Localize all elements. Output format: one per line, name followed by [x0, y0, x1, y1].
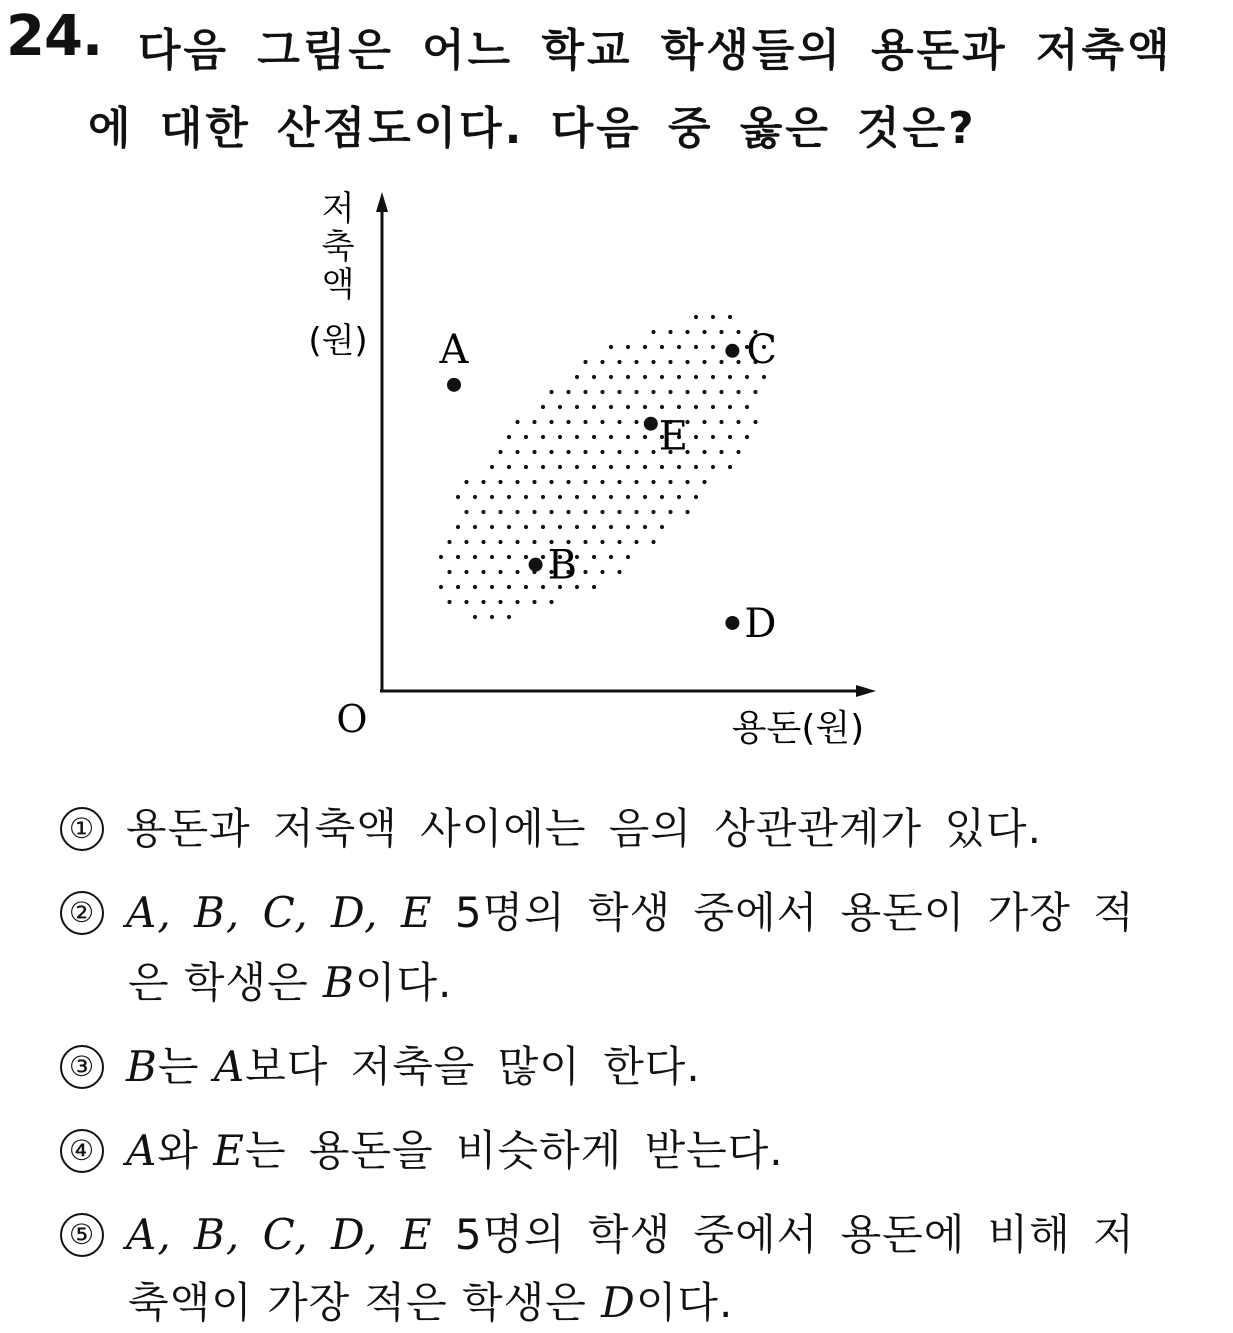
- cluster-dot-159: [464, 510, 468, 514]
- choice-2-cont-a: 은 학생은: [128, 958, 323, 1007]
- cluster-dot-32: [592, 375, 596, 379]
- choice-5[interactable]: [60, 1202, 1135, 1262]
- cluster-dot-127: [711, 465, 715, 469]
- cluster-dot-95: [694, 435, 698, 439]
- choice-marker-1: ①: [60, 807, 104, 851]
- question-text-line1: 다음 그림은 어느 학교 학생들의 용돈과 저축액: [138, 25, 1173, 76]
- choice-3[interactable]: [60, 1034, 701, 1094]
- cluster-dot-197: [634, 540, 638, 544]
- cluster-dot-75: [617, 420, 621, 424]
- cluster-dot-200: [456, 555, 460, 559]
- cluster-dot-86: [541, 435, 545, 439]
- y-label-3: 액: [321, 265, 355, 305]
- cluster-dot-183: [626, 525, 630, 529]
- cluster-dot-134: [549, 480, 553, 484]
- cluster-dot-71: [549, 420, 553, 424]
- cluster-dot-98: [745, 435, 749, 439]
- cluster-dot-233: [464, 600, 468, 604]
- cluster-dot-90: [609, 435, 613, 439]
- cluster-dot-85: [524, 435, 528, 439]
- cluster-dot-194: [583, 540, 587, 544]
- cluster-dot-222: [439, 585, 443, 589]
- cluster-dot-120: [592, 465, 596, 469]
- cluster-dot-26: [685, 360, 689, 364]
- cluster-dot-113: [736, 450, 740, 454]
- cluster-dot-28: [719, 360, 723, 364]
- cluster-dot-226: [507, 585, 511, 589]
- cluster-dot-190: [515, 540, 519, 544]
- cluster-dot-168: [617, 510, 621, 514]
- cluster-dot-241: [507, 615, 511, 619]
- cluster-dot-51: [685, 390, 689, 394]
- cluster-dot-219: [583, 570, 587, 574]
- cluster-dot-68: [745, 405, 749, 409]
- cluster-dot-143: [702, 480, 706, 484]
- cluster-dot-198: [651, 540, 655, 544]
- cluster-dot-16: [711, 345, 715, 349]
- cluster-dot-191: [532, 540, 536, 544]
- cluster-dot-227: [524, 585, 528, 589]
- choice-1[interactable]: [60, 796, 1042, 856]
- cluster-dot-119: [575, 465, 579, 469]
- cluster-dot-31: [575, 375, 579, 379]
- question-number: 24.: [6, 4, 103, 69]
- cluster-dot-4: [668, 330, 672, 334]
- cluster-dot-69: [515, 420, 519, 424]
- cluster-dot-105: [600, 450, 604, 454]
- cluster-dot-213: [481, 570, 485, 574]
- choice-5-cont-a: 축액이 가장 적은 학생은: [128, 1278, 602, 1327]
- cluster-dot-59: [592, 405, 596, 409]
- cluster-dot-74: [600, 420, 604, 424]
- cluster-dot-203: [507, 555, 511, 559]
- cluster-dot-111: [702, 450, 706, 454]
- cluster-dot-156: [660, 495, 664, 499]
- cluster-dot-12: [643, 345, 647, 349]
- cluster-dot-37: [677, 375, 681, 379]
- cluster-dot-108: [651, 450, 655, 454]
- cluster-dot-57: [558, 405, 562, 409]
- cluster-dot-163: [532, 510, 536, 514]
- cluster-dot-91: [626, 435, 630, 439]
- cluster-dot-60: [609, 405, 613, 409]
- choice-2-cont-b: B: [323, 958, 355, 1007]
- y-label-2: 축: [321, 227, 355, 267]
- cluster-dot-11: [626, 345, 630, 349]
- cluster-dot-104: [583, 450, 587, 454]
- cluster-dot-33: [609, 375, 613, 379]
- cluster-dot-138: [617, 480, 621, 484]
- cluster-dot-199: [439, 555, 443, 559]
- cluster-dot-158: [694, 495, 698, 499]
- cluster-dot-70: [532, 420, 536, 424]
- point-c: [725, 344, 739, 358]
- cluster-dot-210: [626, 555, 630, 559]
- cluster-dot-146: [490, 495, 494, 499]
- y-axis-arrow: [376, 192, 388, 212]
- choice-1-text: 용돈과 저축액 사이에는 음의 상관관계가 있다.: [126, 804, 1042, 853]
- cluster-dot-48: [634, 390, 638, 394]
- cluster-dot-121: [609, 465, 613, 469]
- cluster-dot-211: [447, 570, 451, 574]
- choice-5-cont-c: 이다.: [635, 1278, 734, 1327]
- choice-3-c: A: [213, 1042, 246, 1091]
- cluster-dot-65: [694, 405, 698, 409]
- cluster-dot-181: [592, 525, 596, 529]
- cluster-dot-56: [541, 405, 545, 409]
- cluster-dot-125: [677, 465, 681, 469]
- cluster-dot-221: [617, 570, 621, 574]
- cluster-dot-40: [728, 375, 732, 379]
- cluster-dot-237: [532, 600, 536, 604]
- cluster-dot-84: [507, 435, 511, 439]
- cluster-dot-170: [651, 510, 655, 514]
- choice-marker-2: ②: [60, 891, 104, 935]
- cluster-dot-49: [651, 390, 655, 394]
- choice-4[interactable]: [60, 1118, 784, 1178]
- cluster-dot-204: [524, 555, 528, 559]
- point-label-b: B: [547, 542, 578, 589]
- cluster-dot-175: [490, 525, 494, 529]
- choice-marker-5: ⑤: [60, 1213, 104, 1257]
- choice-4-b: 와: [157, 1126, 214, 1175]
- cluster-dot-141: [668, 480, 672, 484]
- cluster-dot-150: [558, 495, 562, 499]
- cluster-dot-99: [498, 450, 502, 454]
- cluster-dot-54: [736, 390, 740, 394]
- cluster-dot-43: [549, 390, 553, 394]
- question-text-line2: 에 대한 산점도이다. 다음 중 옳은 것은?: [88, 103, 977, 154]
- cluster-dot-208: [592, 555, 596, 559]
- cluster-dot-45: [583, 390, 587, 394]
- cluster-dot-155: [643, 495, 647, 499]
- cluster-dot-103: [566, 450, 570, 454]
- point-a: [447, 378, 461, 392]
- cluster-dot-83: [753, 420, 757, 424]
- cluster-dot-186: [447, 540, 451, 544]
- cluster-dot-124: [660, 465, 664, 469]
- cluster-dot-36: [660, 375, 664, 379]
- cluster-dot-130: [481, 480, 485, 484]
- cluster-dot-223: [456, 585, 460, 589]
- cluster-dot-140: [651, 480, 655, 484]
- cluster-dot-53: [719, 390, 723, 394]
- cluster-dot-73: [583, 420, 587, 424]
- cluster-dot-66: [711, 405, 715, 409]
- cluster-dot-87: [558, 435, 562, 439]
- cluster-dot-151: [575, 495, 579, 499]
- cluster-dot-166: [583, 510, 587, 514]
- cluster-dot-100: [515, 450, 519, 454]
- cluster-dot-239: [473, 615, 477, 619]
- cluster-dot-72: [566, 420, 570, 424]
- cluster-dot-187: [464, 540, 468, 544]
- cluster-dot-131: [498, 480, 502, 484]
- cluster-dot-63: [660, 405, 664, 409]
- choice-5-text: 5명의 학생 중에서 용돈에 비해 저: [432, 1210, 1135, 1259]
- cluster-dot-22: [617, 360, 621, 364]
- point-b: [529, 558, 543, 572]
- cluster-dot-20: [583, 360, 587, 364]
- cluster-dot-214: [498, 570, 502, 574]
- cluster-dot-178: [541, 525, 545, 529]
- cluster-dot-149: [541, 495, 545, 499]
- cluster-dot-172: [685, 510, 689, 514]
- cluster-dot-147: [507, 495, 511, 499]
- choice-marker-4: ④: [60, 1129, 104, 1173]
- cluster-dot-145: [473, 495, 477, 499]
- cluster-dot-92: [643, 435, 647, 439]
- cluster-dot-81: [719, 420, 723, 424]
- cluster-dot-240: [490, 615, 494, 619]
- cluster-dot-13: [660, 345, 664, 349]
- cluster-dot-122: [626, 465, 630, 469]
- choice-2[interactable]: [60, 880, 1135, 940]
- cluster-dot-171: [668, 510, 672, 514]
- cluster-dot-160: [481, 510, 485, 514]
- cluster-dot-182: [609, 525, 613, 529]
- cluster-dot-118: [558, 465, 562, 469]
- cluster-dot-21: [600, 360, 604, 364]
- point-label-d: D: [744, 600, 777, 647]
- cluster-dot-126: [694, 465, 698, 469]
- cluster-dot-209: [609, 555, 613, 559]
- cluster-dot-167: [600, 510, 604, 514]
- cluster-dot-38: [694, 375, 698, 379]
- choice-4-a: A: [126, 1126, 158, 1175]
- cluster-dot-88: [575, 435, 579, 439]
- cluster-dot-196: [617, 540, 621, 544]
- cluster-dot-44: [566, 390, 570, 394]
- cluster-dot-1: [711, 315, 715, 319]
- cluster-dot-50: [668, 390, 672, 394]
- cluster-dot-142: [685, 480, 689, 484]
- cluster-dot-185: [660, 525, 664, 529]
- choice-4-c: E: [213, 1126, 245, 1175]
- choice-5-cont-b: D: [601, 1278, 636, 1327]
- cluster-dot-2: [728, 315, 732, 319]
- cluster-dot-46: [600, 390, 604, 394]
- point-label-a: A: [439, 326, 469, 373]
- x-label: 용돈(원): [731, 708, 865, 749]
- cluster-dot-139: [634, 480, 638, 484]
- cluster-dot-176: [507, 525, 511, 529]
- cluster-dot-238: [549, 600, 553, 604]
- cluster-dot-47: [617, 390, 621, 394]
- cluster-dot-3: [651, 330, 655, 334]
- cluster-dot-115: [507, 465, 511, 469]
- cluster-dot-61: [626, 405, 630, 409]
- choice-2-continued: [128, 950, 452, 1010]
- cluster-dot-116: [524, 465, 528, 469]
- cluster-dot-234: [481, 600, 485, 604]
- cluster-dot-137: [600, 480, 604, 484]
- cluster-dot-228: [541, 585, 545, 589]
- cluster-dot-148: [524, 495, 528, 499]
- cluster-dot-136: [583, 480, 587, 484]
- cluster-dot-165: [566, 510, 570, 514]
- choice-3-b: 는: [157, 1042, 214, 1091]
- cluster-dot-225: [490, 585, 494, 589]
- cluster-dot-82: [736, 420, 740, 424]
- cluster-dot-0: [694, 315, 698, 319]
- point-label-c: C: [746, 326, 778, 373]
- cluster-dot-215: [515, 570, 519, 574]
- cluster-dot-133: [532, 480, 536, 484]
- cluster-dot-67: [728, 405, 732, 409]
- cluster-dot-41: [745, 375, 749, 379]
- cluster-dot-6: [702, 330, 706, 334]
- cluster-dot-161: [498, 510, 502, 514]
- cluster-dot-107: [634, 450, 638, 454]
- cluster-dot-35: [643, 375, 647, 379]
- cluster-dot-132: [515, 480, 519, 484]
- cluster-dot-80: [702, 420, 706, 424]
- point-d: [725, 616, 739, 630]
- cluster-dot-157: [677, 495, 681, 499]
- cluster-dot-202: [490, 555, 494, 559]
- cluster-dot-106: [617, 450, 621, 454]
- cluster-dot-128: [728, 465, 732, 469]
- cluster-dot-188: [481, 540, 485, 544]
- cluster-dot-97: [728, 435, 732, 439]
- cluster-dot-34: [626, 375, 630, 379]
- cluster-dot-164: [549, 510, 553, 514]
- cluster-dot-144: [456, 495, 460, 499]
- cluster-dot-10: [609, 345, 613, 349]
- choice-5-continued: [128, 1270, 733, 1330]
- cluster-dot-42: [762, 375, 766, 379]
- cluster-dot-129: [464, 480, 468, 484]
- cluster-dot-112: [719, 450, 723, 454]
- y-label-1: 저: [321, 189, 355, 229]
- cluster-dot-101: [532, 450, 536, 454]
- cluster-dot-7: [719, 330, 723, 334]
- choice-2-cont-c: 이다.: [354, 958, 453, 1007]
- cluster-dot-96: [711, 435, 715, 439]
- choice-2-letters: A, B, C, D, E: [126, 888, 433, 937]
- cluster-dot-189: [498, 540, 502, 544]
- cluster-dot-235: [498, 600, 502, 604]
- cluster-dot-15: [694, 345, 698, 349]
- cluster-dot-236: [515, 600, 519, 604]
- cluster-dot-152: [592, 495, 596, 499]
- cluster-dot-64: [677, 405, 681, 409]
- cluster-dot-154: [626, 495, 630, 499]
- choice-4-d: 는 용돈을 비슷하게 받는다.: [244, 1126, 784, 1175]
- cluster-dot-184: [643, 525, 647, 529]
- cluster-dot-201: [473, 555, 477, 559]
- cluster-dot-123: [643, 465, 647, 469]
- cluster-dot-14: [677, 345, 681, 349]
- cluster-dot-25: [668, 360, 672, 364]
- cluster-dot-8: [736, 330, 740, 334]
- cluster-dot-23: [634, 360, 638, 364]
- cluster-dot-212: [464, 570, 468, 574]
- choice-3-d: 보다 저축을 많이 한다.: [245, 1042, 701, 1091]
- cluster-dot-174: [473, 525, 477, 529]
- x-axis-arrow: [856, 685, 876, 697]
- cluster-dot-27: [702, 360, 706, 364]
- scatter-cluster: [439, 315, 766, 619]
- cluster-dot-153: [609, 495, 613, 499]
- cluster-dot-55: [753, 390, 757, 394]
- cluster-dot-58: [575, 405, 579, 409]
- cluster-dot-232: [447, 600, 451, 604]
- cluster-dot-76: [634, 420, 638, 424]
- cluster-dot-179: [558, 525, 562, 529]
- y-label-4: (원): [308, 321, 368, 361]
- cluster-dot-205: [541, 555, 545, 559]
- cluster-dot-162: [515, 510, 519, 514]
- cluster-dot-117: [541, 465, 545, 469]
- cluster-dot-62: [643, 405, 647, 409]
- cluster-dot-173: [456, 525, 460, 529]
- cluster-dot-24: [651, 360, 655, 364]
- cluster-dot-135: [566, 480, 570, 484]
- choice-5-letters: A, B, C, D, E: [126, 1210, 433, 1259]
- cluster-dot-5: [685, 330, 689, 334]
- point-label-e: E: [658, 413, 689, 460]
- cluster-dot-39: [711, 375, 715, 379]
- labeled-points: [439, 327, 777, 647]
- choice-marker-3: ③: [60, 1045, 104, 1089]
- cluster-dot-29: [736, 360, 740, 364]
- cluster-dot-102: [549, 450, 553, 454]
- cluster-dot-89: [592, 435, 596, 439]
- origin-label: O: [336, 697, 368, 741]
- cluster-dot-220: [600, 570, 604, 574]
- cluster-dot-177: [524, 525, 528, 529]
- cluster-dot-231: [592, 585, 596, 589]
- cluster-dot-224: [473, 585, 477, 589]
- cluster-dot-114: [490, 465, 494, 469]
- cluster-dot-180: [575, 525, 579, 529]
- choice-2-text: 5명의 학생 중에서 용돈이 가장 적: [432, 888, 1135, 937]
- cluster-dot-195: [600, 540, 604, 544]
- choice-3-a: B: [126, 1042, 158, 1091]
- cluster-dot-52: [702, 390, 706, 394]
- cluster-dot-169: [634, 510, 638, 514]
- point-e: [644, 417, 658, 431]
